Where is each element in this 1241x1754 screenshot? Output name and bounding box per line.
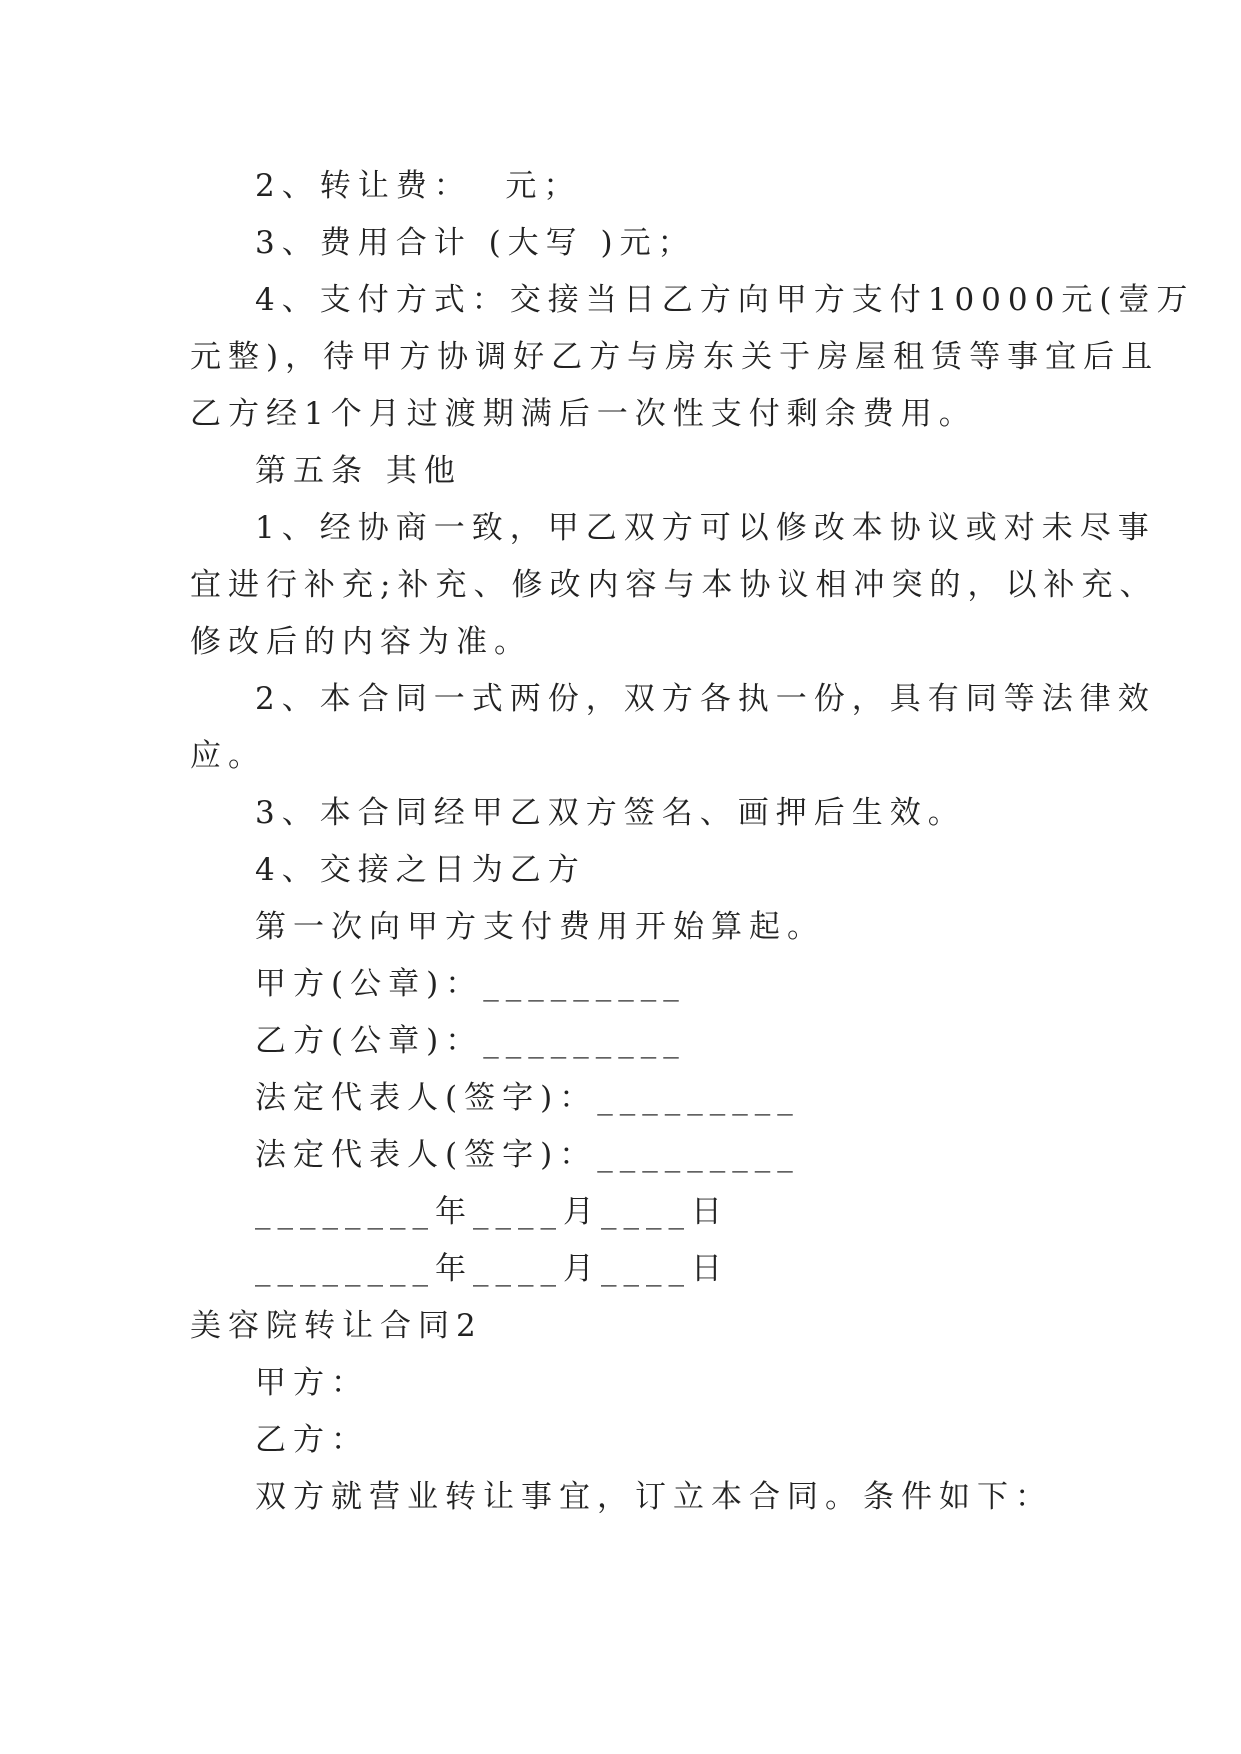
party-a-seal-line: 甲方(公章)：_________ [255,966,686,1002]
legal-rep-signature-line-b: 法定代表人(签字)：_________ [255,1137,800,1173]
clause-total-fee: 3、费用合计 (大写 )元； [255,225,696,261]
clause-copies-line1: 2、本合同一式两份，双方各执一份，具有同等法律效 [255,681,1156,717]
legal-rep-signature-line-a: 法定代表人(签字)：_________ [255,1080,800,1116]
party-b-label: 乙方： [255,1422,369,1458]
clause-payment-method-line3: 乙方经1个月过渡期满后一次性支付剩余费用。 [190,396,977,432]
contract-2-title: 美容院转让合同2 [190,1308,483,1344]
clause-amendment-line1: 1、经协商一致，甲乙双方可以修改本协议或对未尽事 [255,510,1156,546]
clause-handover-line1: 4、交接之日为乙方 [255,852,586,888]
clause-handover-line2: 第一次向甲方支付费用开始算起。 [255,909,825,945]
clause-amendment-line3: 修改后的内容为准。 [190,624,532,660]
article-five-heading: 第五条 其他 [255,453,462,489]
clause-transfer-fee: 2、转让费： 元； [255,168,582,204]
party-b-seal-line: 乙方(公章)：_________ [255,1023,686,1059]
clause-payment-method-line1: 4、支付方式：交接当日乙方向甲方支付10000元(壹万 [255,282,1195,318]
party-a-label: 甲方： [255,1365,369,1401]
clause-payment-method-line2: 元整)，待甲方协调好乙方与房东关于房屋租赁等事宜后且 [190,339,1160,375]
clause-amendment-line2: 宜进行补充;补充、修改内容与本协议相冲突的，以补充、 [190,567,1158,603]
contract-2-intro: 双方就营业转让事宜，订立本合同。条件如下： [255,1479,1053,1515]
date-line-b: ________年____月____日 [255,1251,729,1287]
clause-copies-line2: 应。 [190,738,266,774]
clause-effective: 3、本合同经甲乙双方签名、画押后生效。 [255,795,966,831]
date-line-a: ________年____月____日 [255,1194,729,1230]
